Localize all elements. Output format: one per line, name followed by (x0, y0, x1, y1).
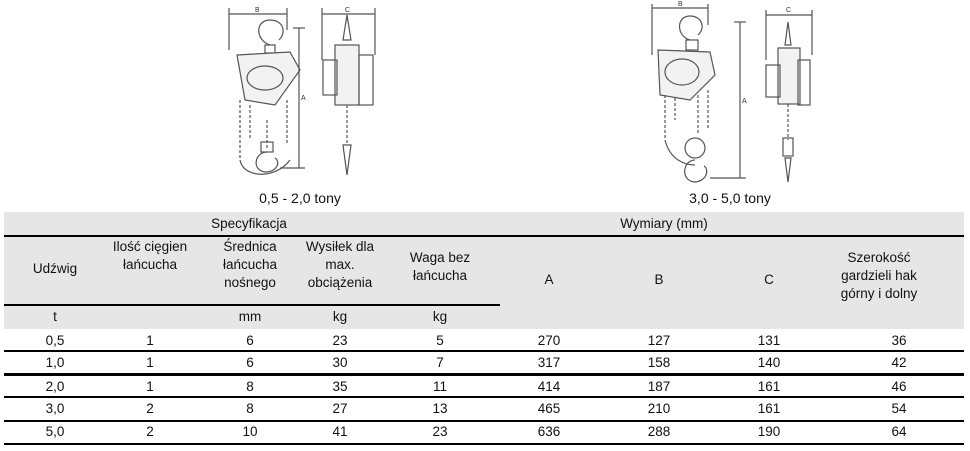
cell-a: 317 (537, 355, 561, 370)
col-header-capacity: Udźwig (32, 261, 78, 276)
cell-falls: 2 (146, 424, 154, 439)
cell-chain-diameter: 8 (246, 379, 254, 394)
col-header-b: B (654, 272, 664, 287)
caption-small-hoist: 0,5 - 2,0 tony (259, 190, 341, 206)
cell-chain-diameter: 6 (246, 333, 254, 348)
cell-chain-diameter: 10 (242, 424, 258, 439)
unit-pull-force: kg (332, 309, 348, 324)
chain-hoist-drawing-icon (640, 0, 820, 190)
divider-line (4, 304, 500, 306)
svg-text:B: B (255, 7, 260, 14)
cell-b: 187 (647, 379, 671, 394)
col-header-chain-diameter: Średnica łańcucha nośnego (222, 239, 278, 290)
svg-text:C: C (345, 7, 351, 14)
cell-b: 288 (647, 424, 671, 439)
col-header-pull-force: Wysiłek dla max. obciążenia (305, 239, 375, 290)
cell-throat-width: 54 (891, 401, 907, 416)
cell-b: 210 (647, 401, 671, 416)
cell-weight: 23 (432, 424, 448, 439)
col-header-throat-width: Szerokość gardzieli hak górny i dolny (840, 250, 918, 301)
cell-throat-width: 64 (891, 424, 907, 439)
cell-a: 414 (537, 379, 561, 394)
cell-pull-force: 35 (332, 379, 348, 394)
cell-weight: 7 (436, 355, 444, 370)
cell-falls: 1 (146, 333, 154, 348)
cell-a: 636 (537, 424, 561, 439)
caption-large-hoist: 3,0 - 5,0 tony (689, 190, 771, 206)
svg-text:A: A (742, 98, 747, 105)
cell-weight: 13 (432, 401, 448, 416)
cell-c: 131 (757, 333, 781, 348)
cell-throat-width: 42 (891, 355, 907, 370)
cell-throat-width: 46 (891, 379, 907, 394)
cell-a: 270 (537, 333, 561, 348)
table-row (4, 399, 964, 421)
cell-a: 465 (537, 401, 561, 416)
cell-c: 190 (757, 424, 781, 439)
cell-pull-force: 27 (332, 401, 348, 416)
cell-b: 127 (647, 333, 671, 348)
svg-text:C: C (786, 7, 792, 14)
col-header-a: A (544, 272, 554, 287)
cell-pull-force: 30 (332, 355, 348, 370)
cell-c: 161 (757, 401, 781, 416)
group-header-spec: Specyfikacja (211, 216, 287, 231)
svg-text:A: A (301, 95, 306, 102)
col-header-weight: Waga bez łańcucha (409, 250, 471, 283)
cell-c: 140 (757, 355, 781, 370)
spec-table (4, 212, 964, 451)
col-header-falls: Ilość cięgien łańcucha (112, 239, 188, 272)
cell-pull-force: 23 (332, 333, 348, 348)
cell-chain-diameter: 8 (246, 401, 254, 416)
divider-line (4, 235, 964, 237)
table-row (4, 353, 964, 375)
cell-falls: 1 (146, 355, 154, 370)
cell-capacity: 5,0 (45, 424, 65, 439)
unit-capacity: t (53, 309, 57, 324)
group-header-dims: Wymiary (mm) (620, 216, 708, 231)
table-row (4, 330, 964, 352)
divider-line-thick (4, 373, 964, 376)
divider-line (4, 350, 964, 352)
cell-capacity: 3,0 (45, 401, 65, 416)
svg-text:B: B (678, 1, 683, 8)
cell-weight: 11 (432, 379, 447, 394)
cell-falls: 2 (146, 401, 154, 416)
col-header-c: C (764, 272, 774, 287)
unit-chain-diameter: mm (238, 309, 262, 324)
cell-weight: 5 (436, 333, 444, 348)
cell-falls: 1 (146, 379, 154, 394)
hoist-diagram-small (215, 0, 385, 190)
cell-c: 161 (757, 379, 781, 394)
unit-weight: kg (432, 309, 448, 324)
chain-hoist-drawing-icon (215, 0, 385, 190)
cell-throat-width: 36 (891, 333, 907, 348)
cell-capacity: 0,5 (45, 333, 65, 348)
cell-chain-diameter: 6 (246, 355, 254, 370)
divider-line (4, 443, 964, 445)
hoist-diagram-large (640, 0, 820, 190)
cell-b: 158 (647, 355, 671, 370)
cell-capacity: 2,0 (45, 379, 65, 394)
cell-capacity: 1,0 (45, 355, 65, 370)
divider-line (4, 396, 964, 398)
table-row (4, 422, 964, 444)
cell-pull-force: 41 (332, 424, 348, 439)
